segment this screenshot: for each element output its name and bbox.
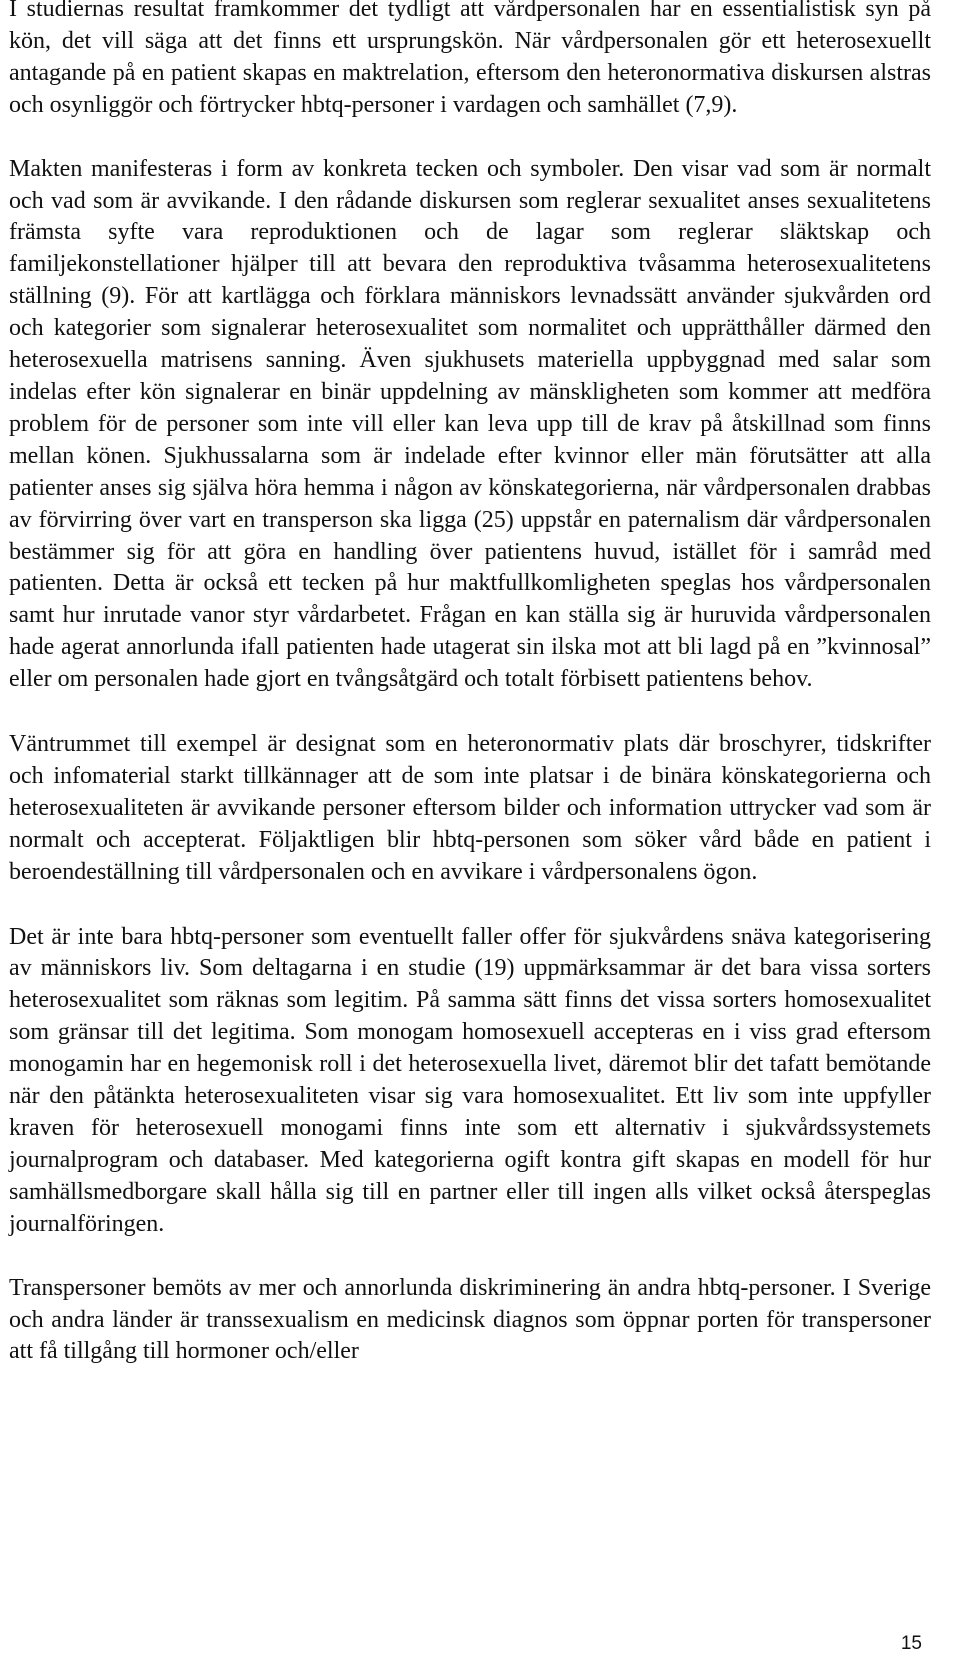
paragraph-results-essentialism: I studiernas resultat framkommer det tydligt att vårdpersonalen har en essentialistisk syn på kön, det vill säga att det finns ett ursprungskön. När vårdpersonalen gör ett heterosexuellt antagande på en patient skapas en maktrelation, eftersom den heteronormativa diskursen alstras och osynliggör och förtrycker hbtq-personer i vardagen och samhället (7,9). bbox=[9, 0, 931, 118]
paragraph-transpersons: Transpersoner bemöts av mer och annorlunda diskriminering än andra hbtq-personer. I Sverige och andra länder är transsexualism en medicinsk diagnos som öppnar porten för transpersoner att få tillgång till hormoner och/eller bbox=[9, 1274, 931, 1365]
paragraph-categorization: Det är inte bara hbtq-personer som eventuellt faller offer för sjukvårdens snäva kategorisering av människors liv. Som deltagarna i en studie (19) uppmärksammar är det bara vissa sorters heterosexualitet som räknas som legitim. På samma sätt finns det vissa sorters homosexualitet som gränsar till det legitima. Som monogam homosexuell accepteras en i viss grad eftersom monogamin har en hegemonisk roll i det heterosexuella livet, däremot blir det tafatt bemötande när den påtänkta heterosexualiteten visar sig vara homosexualitet. Ett liv som inte uppfyller kraven för heterosexuell monogami finns inte som ett alternativ i sjukvårdssystemets journalprogram och databaser. Med kategorierna ogift kontra gift skapas en modell för hur samhällsmedborgare skall hålla sig till en partner eller till ingen alls vilket också återspeglas journalföringen. bbox=[9, 923, 931, 1237]
paragraph-waiting-room: Väntrummet till exempel är designat som en heteronormativ plats där broschyrer, tidskrifter och infomaterial starkt tillkännager att de som inte platsar i de binära könskategorierna och heterosexualiteten är avvikande personer eftersom bilder och information uttrycker vad som är normalt och accepterat. Följaktligen blir hbtq-personen som söker vård både en patient i beroendeställning till vårdpersonalen och en avvikare i vårdpersonalens ögon. bbox=[9, 731, 931, 885]
paragraph-power-symbols: Makten manifesteras i form av konkreta tecken och symboler. Den visar vad som är normalt och vad som är avvikande. I den rådande diskursen som reglerar sexualitet anses sexualitetens främsta syfte vara reproduktionen och de lagar som reglerar släktskap och familjekonstellationer hjälper till att bevara den reproduktiva tvåsamma heterosexualitetens ställning (9). För att kartlägga och förklara människors levnadssätt använder sjukvården ord och kategorier som signalerar heterosexualitet som normalitet och upprätthåller därmed den heterosexuella matrisens sanning. Även sjukhusets materiella uppbyggnad med salar som indelas efter kön signalerar en binär uppdelning av mänskligheten som kommer att medföra problem för de personer som inte vill eller kan leva upp till de krav på åtskillnad som finns mellan könen. Sjukhussalarna som är indelade efter kvinnor eller män förutsätter att alla patienter anses sig själva höra hemma i någon av könskategorierna, när vårdpersonalen drabbas av förvirring över vart en transperson ska ligga (25) uppstår en paternalism där vårdpersonalen bestämmer sig för att göra en handling över patientens huvud, istället för i samråd med patienten. Detta är också ett tecken på hur maktfullkomligheten speglas hos vårdpersonalen samt hur inrutade vanor styr vårdarbetet. Frågan en kan ställa sig är huruvida vårdpersonalen hade agerat annorlunda ifall patienten hade utagerat sin ilska mot att bli lagd på en ”kvinnosal” eller om personalen hade gjort en tvångsåtgärd och totalt förbisett patientens behov. bbox=[9, 155, 931, 693]
page-number: 15 bbox=[900, 1633, 922, 1654]
document-page bbox=[9, 0, 931, 1368]
